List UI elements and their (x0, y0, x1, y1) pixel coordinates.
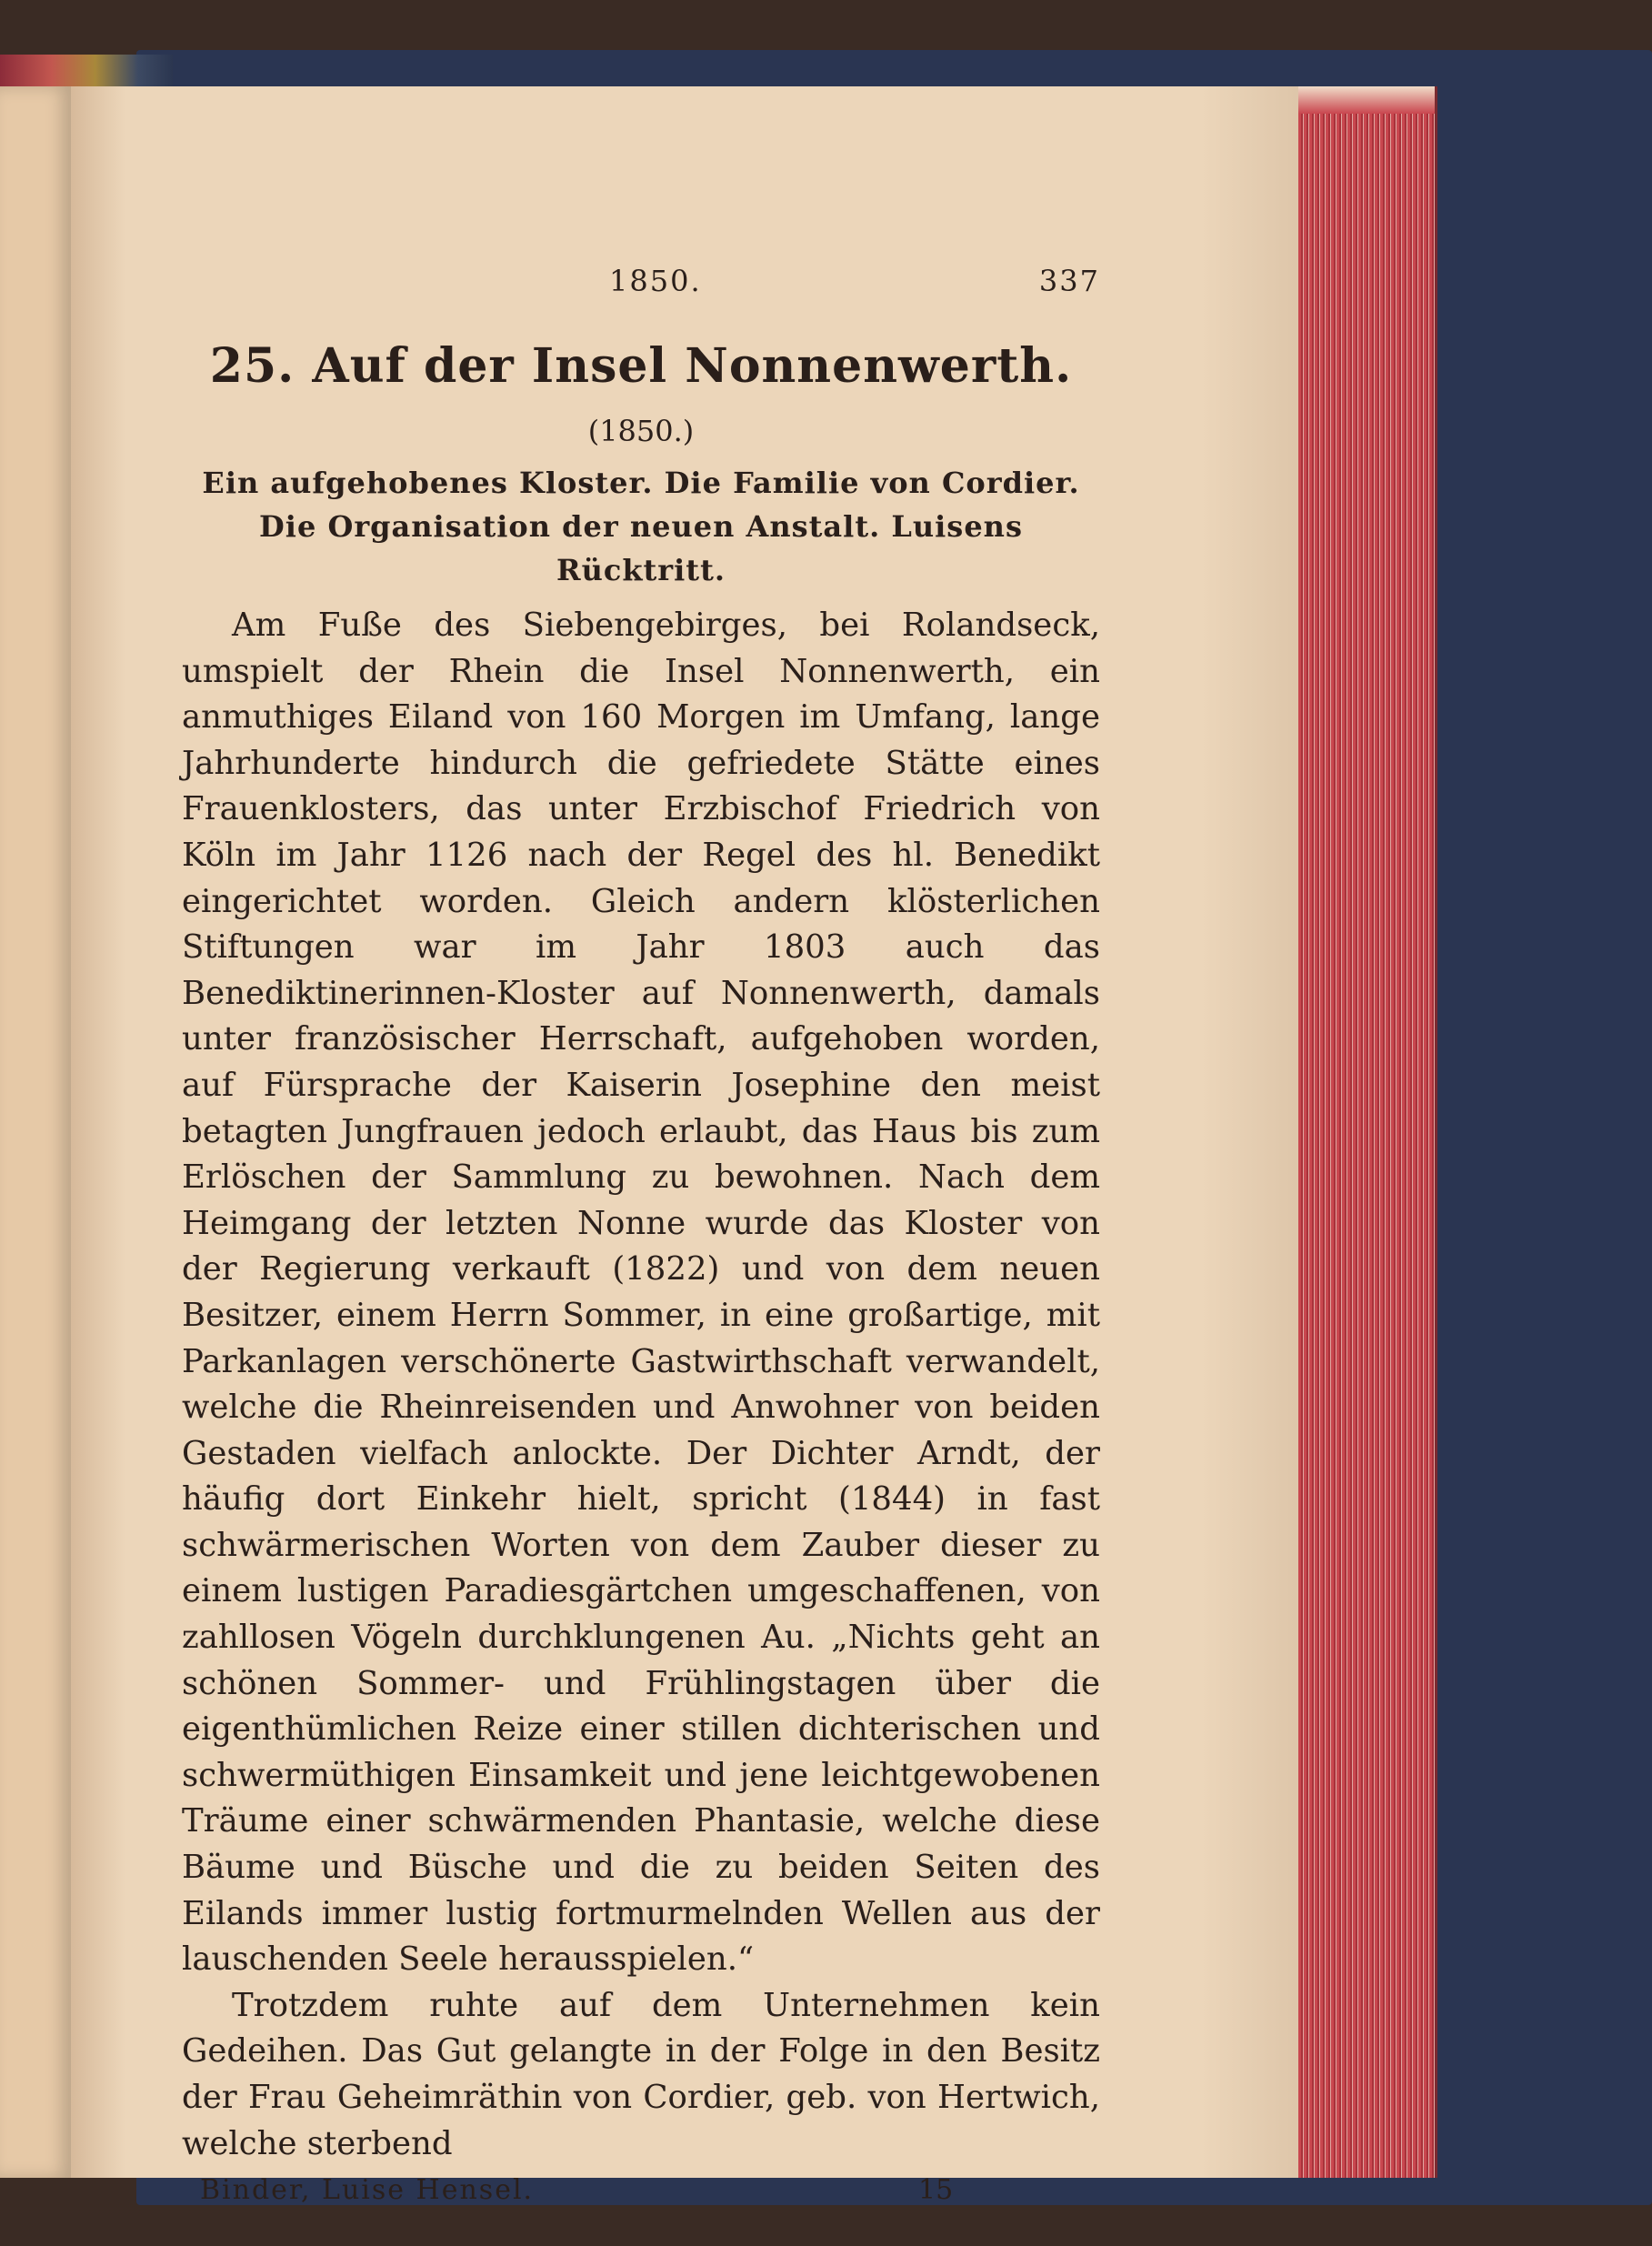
chapter-year: (1850.) (587, 414, 695, 448)
chapter-summary: Ein aufgehobenes Kloster. Die Familie von Cordier. Die Organisation der neuen Anstalt. Luisens Rücktritt. (202, 466, 1080, 587)
chapter-title: 25. Auf der Insel Nonnenwerth. (209, 338, 1073, 394)
page-footer (182, 2174, 1100, 2218)
paragraph-2: Trotzdem ruhte auf dem Unternehmen kein Gedeihen. Das Gut gelangte in der Folge in den Besitz der Frau Geheimräthin von Cordier, geb. von Hertwich, welche sterbend (182, 1986, 1100, 2162)
running-head-year: 1850. (609, 264, 702, 298)
body-text (182, 603, 1100, 2167)
left-page-edge (0, 86, 71, 2178)
sheet-mark: 15 (918, 2174, 954, 2207)
paragraph-1: Am Fuße des Siebengebirges, bei Rolandseck, umspielt der Rhein die Insel Nonnenwerth, ein anmuthiges Eiland von 160 Morgen im Umfang, lange Jahrhunderte hindurch die gefriedete Stätte eines Frauenklosters, das unter Erzbischof Friedrich von Köln im Jahr 1126 nach der Regel des hl. Benedikt eingerichtet worden. Gleich andern klösterlichen Stiftungen war im Jahr 1803 auch das Benediktinerinnen-Kloster auf Nonnenwerth, damals unter französischer Herrschaft, aufgehoben worden, auf Fürsprache der Kaiserin Josephine den meist betagten Jungfrauen jedoch erlaubt, das Haus bis zum Erlöschen der Sammlung zu bewohnen. Nach dem Heimgang der letzten Nonne wurde das Kloster von der Regierung verkauft (1822) und von dem neuen Besitzer, einem Herrn Sommer, in eine großartige, mit Parkanlagen verschönerte Gastwirthschaft verwandelt, welche die Rheinreisenden und Anwohner von beiden Gestaden vielfach anlockte. Der Dichter Arndt, der häufig dort Einkehr hielt, spricht (1844) in fast schwärmerischen Worten von dem Zauber dieser zu einem lustigen Paradiesgärtchen umgeschaffenen, von zahllosen Vögeln durchklungenen Au. „Nichts geht an schönen Sommer- und Frühlingstagen über die eigenthümlichen Reize einer stillen dichterischen und schwermüthigen Einsamkeit und jene leichtgewobenen Träume einer schwärmenden Phantasie, welche diese Bäume und Büsche und die zu beiden Seiten des Eilands immer lustig fortmurmelnden Wellen aus der lauschenden Seele herausspielen.“ (182, 607, 1100, 1979)
signature-line: Binder, Luise Hensel. (200, 2174, 535, 2207)
page-number: 337 (1038, 264, 1100, 298)
page-content (182, 264, 1100, 2218)
running-head (182, 264, 1100, 318)
page-edges (1298, 86, 1437, 2178)
page-edges-top (1298, 86, 1435, 114)
